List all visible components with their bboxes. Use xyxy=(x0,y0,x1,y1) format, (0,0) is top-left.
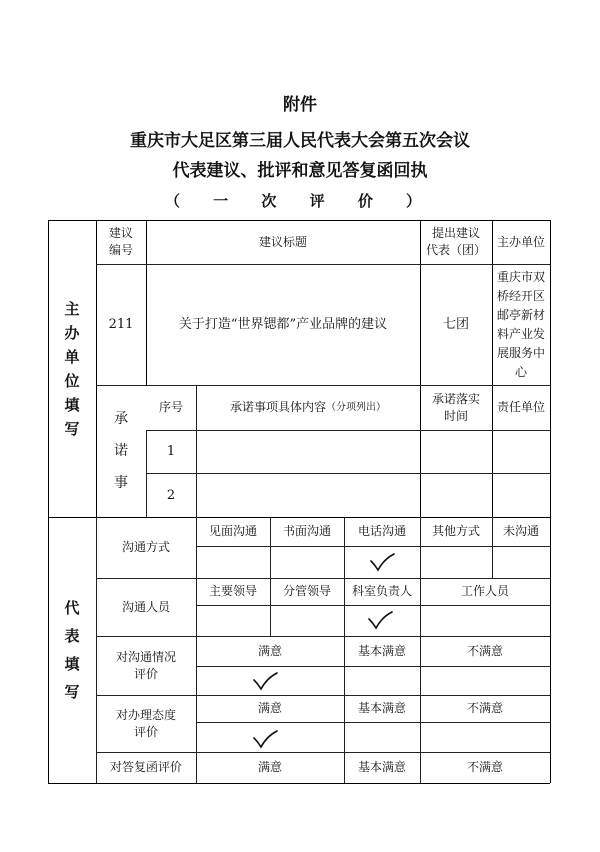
proposal-number: 211 xyxy=(108,317,134,332)
reply-eval-label: 对答复函评价 xyxy=(109,760,182,774)
comm-person-option: 工作人员 xyxy=(460,584,509,598)
promise-row-seq: 1 xyxy=(166,444,176,459)
table-border-bottom xyxy=(48,783,550,784)
comm-person-checkmark-icon xyxy=(367,610,393,630)
promise-content-note: （分项列出） xyxy=(326,402,386,413)
reply-eval-option: 基本满意 xyxy=(357,760,406,774)
promise-header-content xyxy=(196,385,420,430)
comm-eval-option: 不满意 xyxy=(466,643,503,658)
comm-method-checkmark-icon xyxy=(369,552,395,572)
host-unit-value: 重庆市双 桥经开区 邮亭新材 料产业发 展服务中 心 xyxy=(496,269,545,379)
form-title-line1: 重庆市大足区第三届人民代表大会第五次会议 xyxy=(130,131,470,151)
col-header-host-unit: 主办单位 xyxy=(496,234,545,249)
attachment-label: 附件 xyxy=(283,95,317,115)
comm-eval-option: 满意 xyxy=(257,643,282,658)
form-title-line2: 代表建议、批评和意见答复函回执 xyxy=(172,161,428,181)
comm-person-label: 沟通人员 xyxy=(121,599,170,614)
handle-eval-checkmark-icon xyxy=(252,729,278,749)
reply-eval-option: 满意 xyxy=(257,760,282,774)
promise-header-time: 承诺落实 时间 xyxy=(431,391,480,423)
promise-row-seq: 2 xyxy=(166,487,176,503)
proposal-title: 关于打造“世界锶都”产业品牌的建议 xyxy=(178,317,388,332)
table-rule xyxy=(196,605,550,606)
table-rule xyxy=(196,546,550,547)
reply-eval-option: 不满意 xyxy=(466,760,503,774)
comm-method-option: 未沟通 xyxy=(502,524,539,538)
promise-header-unit: 责任单位 xyxy=(496,400,545,414)
col-header-proposer: 提出建议 代表（团） xyxy=(425,226,486,257)
promise-content-label: 承诺事项具体内容 xyxy=(229,400,326,414)
comm-eval-option: 基本满意 xyxy=(357,643,406,658)
comm-method-option: 其他方式 xyxy=(431,524,480,538)
table-rule xyxy=(146,473,550,474)
comm-method-option: 见面沟通 xyxy=(208,524,257,538)
handle-eval-option: 基本满意 xyxy=(357,701,406,715)
handle-eval-label: 对办理态度 评价 xyxy=(115,707,176,739)
promise-section-label: 承 诺 事 xyxy=(114,411,128,491)
comm-method-option: 书面沟通 xyxy=(282,524,331,538)
table-border-right xyxy=(550,220,551,783)
col-header-number: 建议 编号 xyxy=(108,226,133,257)
table-rule xyxy=(146,430,550,431)
form-subtitle: （ 一 次 评 价 ） xyxy=(164,192,436,210)
handle-eval-option: 满意 xyxy=(257,701,282,715)
comm-eval-label: 对沟通情况 评价 xyxy=(115,649,176,681)
col-header-title: 建议标题 xyxy=(258,234,307,249)
table-rule xyxy=(196,666,550,667)
comm-method-label: 沟通方式 xyxy=(121,540,170,554)
table-rule xyxy=(196,722,550,723)
rep-section-label: 代 表 填 写 xyxy=(64,599,80,701)
proposer-value: 七团 xyxy=(442,317,469,332)
host-section-label: 主 办 单 位 填 写 xyxy=(64,299,80,438)
handle-eval-option: 不满意 xyxy=(466,701,503,715)
comm-method-option: 电话沟通 xyxy=(357,524,406,538)
comm-person-option: 分管领导 xyxy=(282,584,331,598)
comm-person-option: 主要领导 xyxy=(208,584,257,598)
comm-person-option: 科室负责人 xyxy=(351,584,412,598)
comm-eval-checkmark-icon xyxy=(252,671,278,691)
promise-header-seq: 序号 xyxy=(158,400,183,414)
